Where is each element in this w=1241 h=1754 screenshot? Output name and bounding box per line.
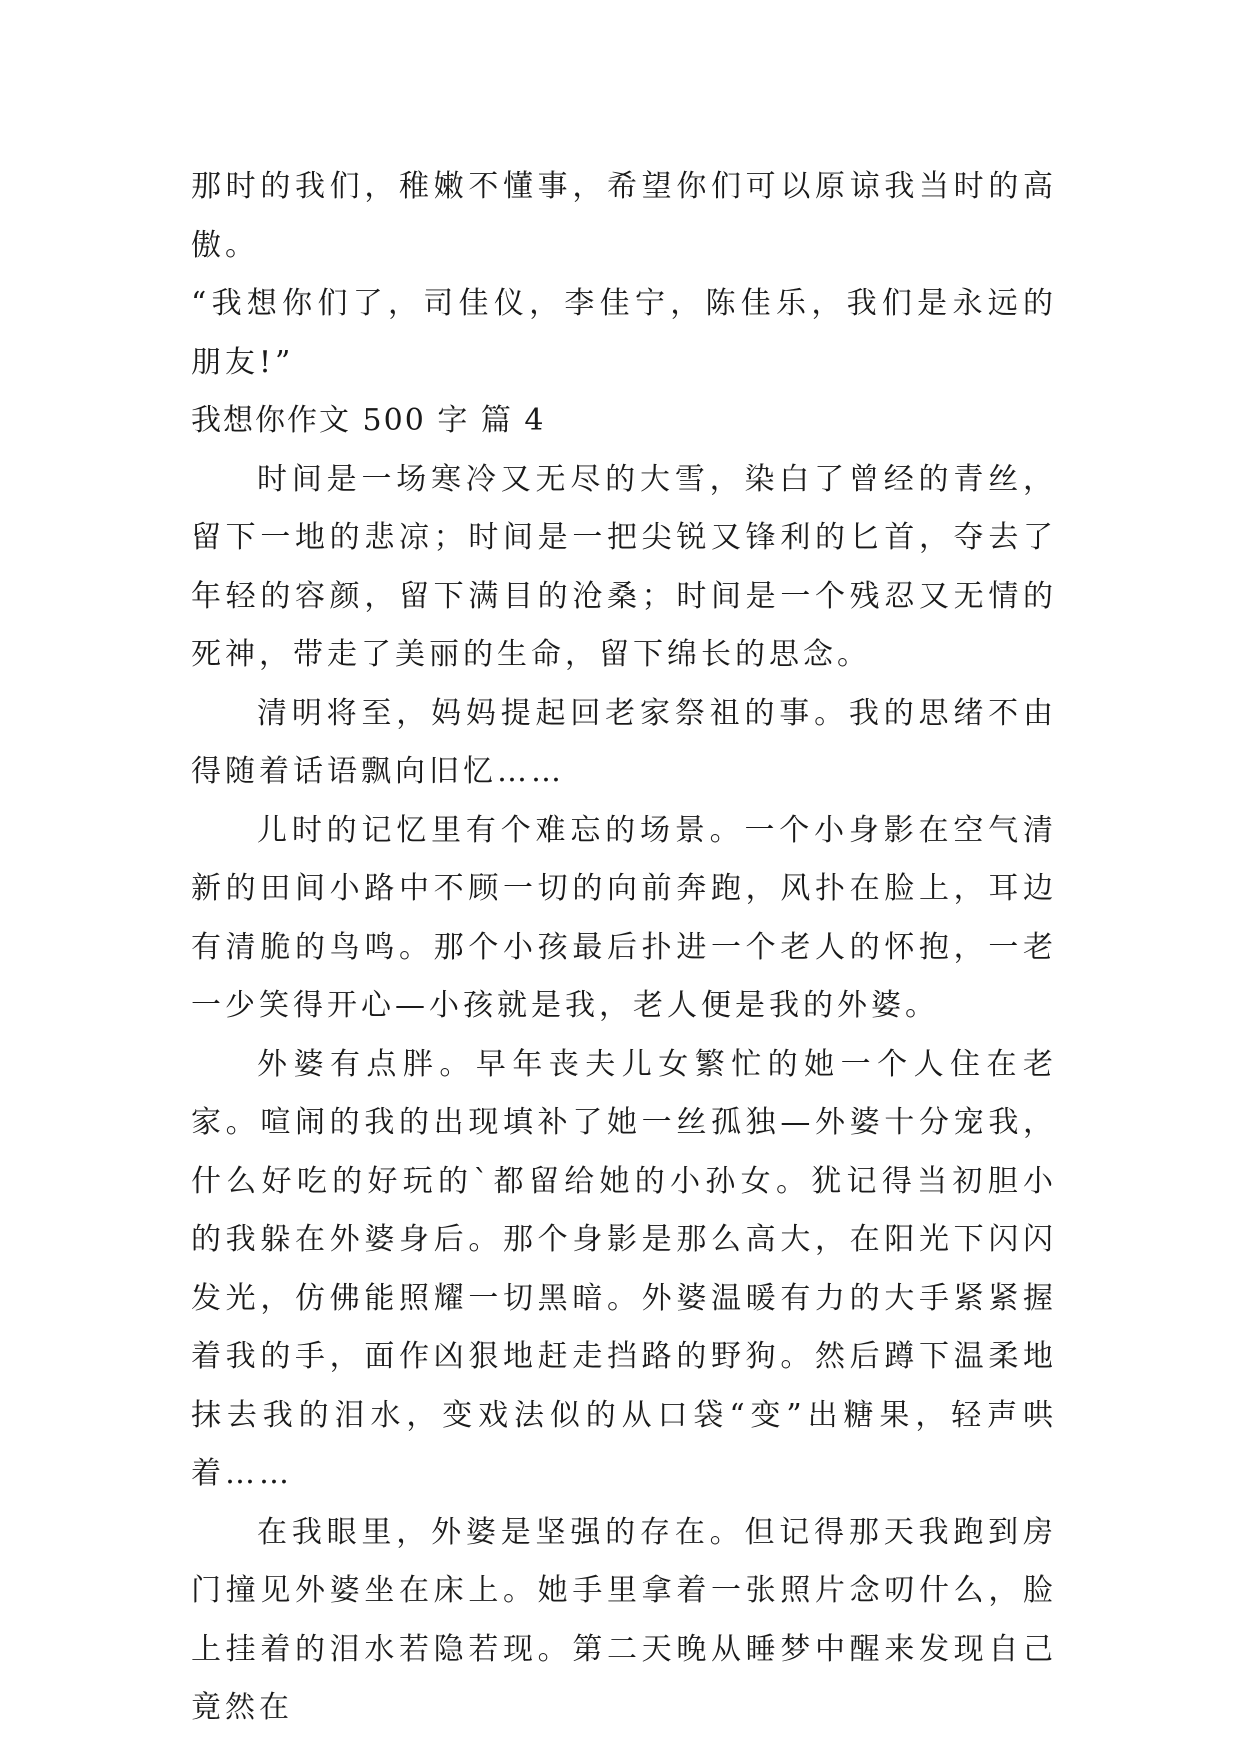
body-paragraph-1: 时间是一场寒冷又无尽的大雪，染白了曾经的青丝，留下一地的悲凉；时间是一把尖锐又锋利的匕首，夺去了年轻的容颜，留下满目的沧桑；时间是一个残忍又无情的死神，带走了美丽的生命，留下绵长的思念。 [191, 461, 1057, 672]
intro-paragraph-1: 那时的我们，稚嫩不懂事，希望你们可以原谅我当时的高傲。 [191, 169, 1057, 263]
body-paragraph-2: 清明将至，妈妈提起回老家祭祖的事。我的思绪不由得随着话语飘向旧忆…… [191, 695, 1057, 789]
intro-paragraph-2: “我想你们了，司佳仪，李佳宁，陈佳乐，我们是永远的朋友!” [191, 286, 1057, 380]
body-paragraph-4: 外婆有点胖。早年丧夫儿女繁忙的她一个人住在老家。喧闹的我的出现填补了她一丝孤独—外婆十分宠我，什么好吃的好玩的`都留给她的小孙女。犹记得当初胆小的我躲在外婆身后。那个身影是那么高大，在阳光下闪闪发光，仿佛能照耀一切黑暗。外婆温暖有力的大手紧紧握着我的手，面作凶狠地赶走挡路的野狗。然后蹲下温柔地抹去我的泪水，变戏法似的从口袋“变”出糖果，轻声哄着…… [191, 1046, 1057, 1491]
section-title: 我想你作文 500 字 篇 4 [191, 403, 546, 438]
document-body [191, 158, 1057, 1738]
body-paragraph-3: 儿时的记忆里有个难忘的场景。一个小身影在空气清新的田间小路中不顾一切的向前奔跑，风扑在脸上，耳边有清脆的鸟鸣。那个小孩最后扑进一个老人的怀抱，一老一少笑得开心—小孩就是我，老人便是我的外婆。 [191, 812, 1057, 1023]
body-paragraph-5: 在我眼里，外婆是坚强的存在。但记得那天我跑到房门撞见外婆坐在床上。她手里拿着一张照片念叨什么，脸上挂着的泪水若隐若现。第二天晚从睡梦中醒来发现自己竟然在 [191, 1514, 1057, 1725]
